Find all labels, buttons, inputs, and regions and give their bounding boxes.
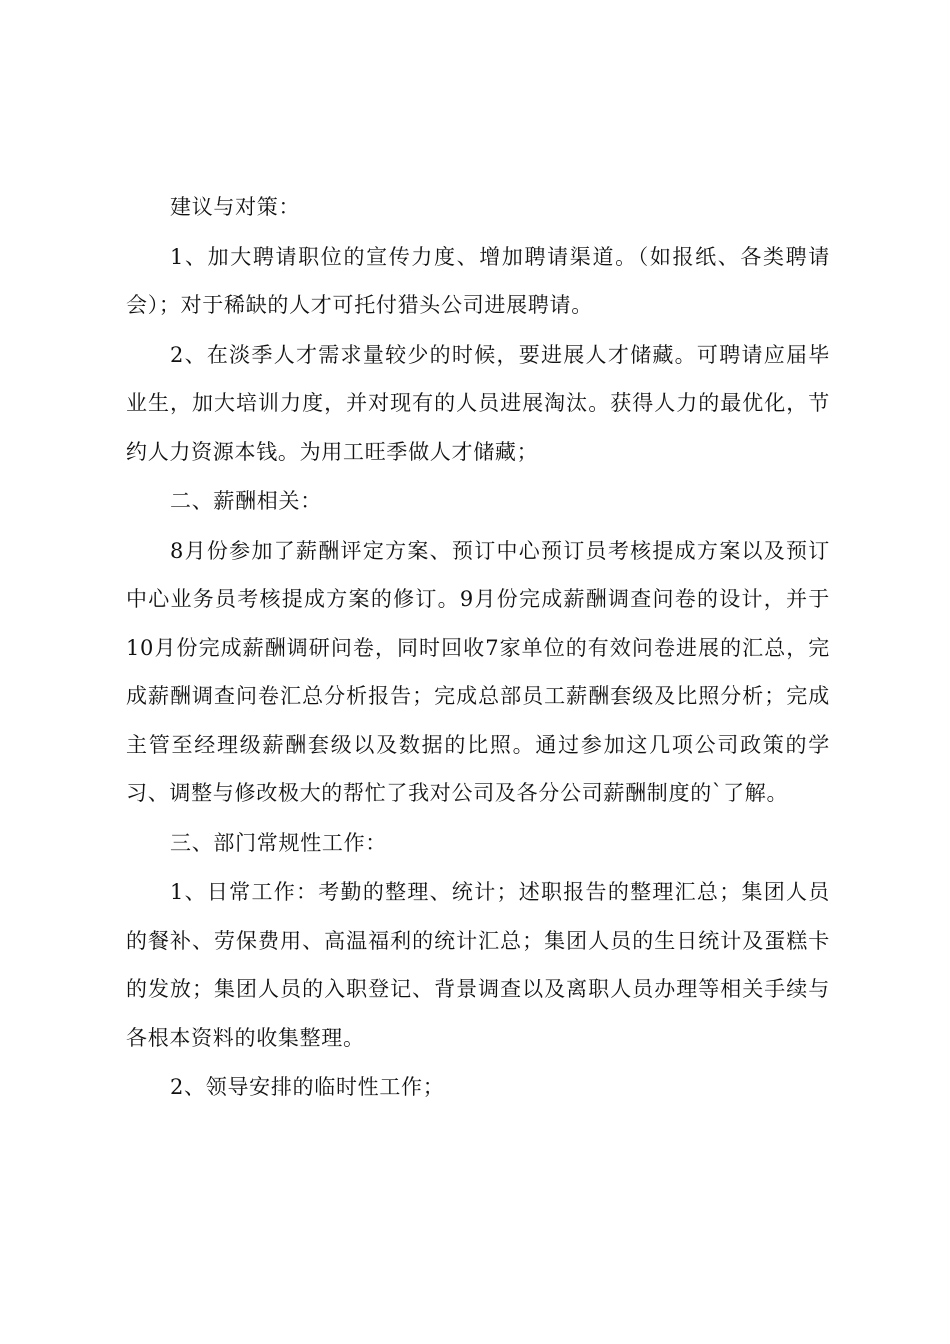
section-heading-compensation: 二、薪酬相关： xyxy=(170,489,322,513)
paragraph-temporary-work: 2、领导安排的临时性工作； xyxy=(170,1075,445,1099)
paragraph-compensation-work: 8月份参加了薪酬评定方案、预订中心预订员考核提成方案以及预订中心业务员考核提成方案的修订。9月份完成薪酬调查问卷的设计，并于10月份完成薪酬调研问卷，同时回收7家单位的有效问卷进展的汇总，完成薪酬调查问卷汇总分析报告；完成总部员工薪酬套级及比照分析；完成主管至经理级薪酬套级以及数据的比照。通过参加这几项公司政策的学习、调整与修改极大的帮忙了我对公司及各分公司薪酬制度的`了解。 xyxy=(126,538,830,805)
paragraph-daily-work: 1、日常工作：考勤的整理、统计；述职报告的整理汇总；集团人员的餐补、劳保费用、高温福利的统计汇总；集团人员的生日统计及蛋糕卡的发放；集团人员的入职登记、背景调查以及离职人员办理等相关手续与各根本资料的收集整理。 xyxy=(126,880,830,1050)
section-heading-routine-work: 三、部门常规性工作： xyxy=(170,830,387,855)
document-body xyxy=(126,183,830,1112)
paragraph-talent-reserve: 2、在淡季人才需求量较少的时候，要进展人才储藏。可聘请应届毕业生，加大培训力度，并对现有的人员进展淘汰。获得人力的最优化，节约人力资源本钱。为用工旺季做人才储藏； xyxy=(126,342,830,464)
paragraph-recruitment-channels: 1、加大聘请职位的宣传力度、增加聘请渠道。（如报纸、各类聘请会）；对于稀缺的人才可托付猎头公司进展聘请。 xyxy=(126,244,830,317)
section-heading-suggestions: 建议与对策： xyxy=(170,195,301,219)
